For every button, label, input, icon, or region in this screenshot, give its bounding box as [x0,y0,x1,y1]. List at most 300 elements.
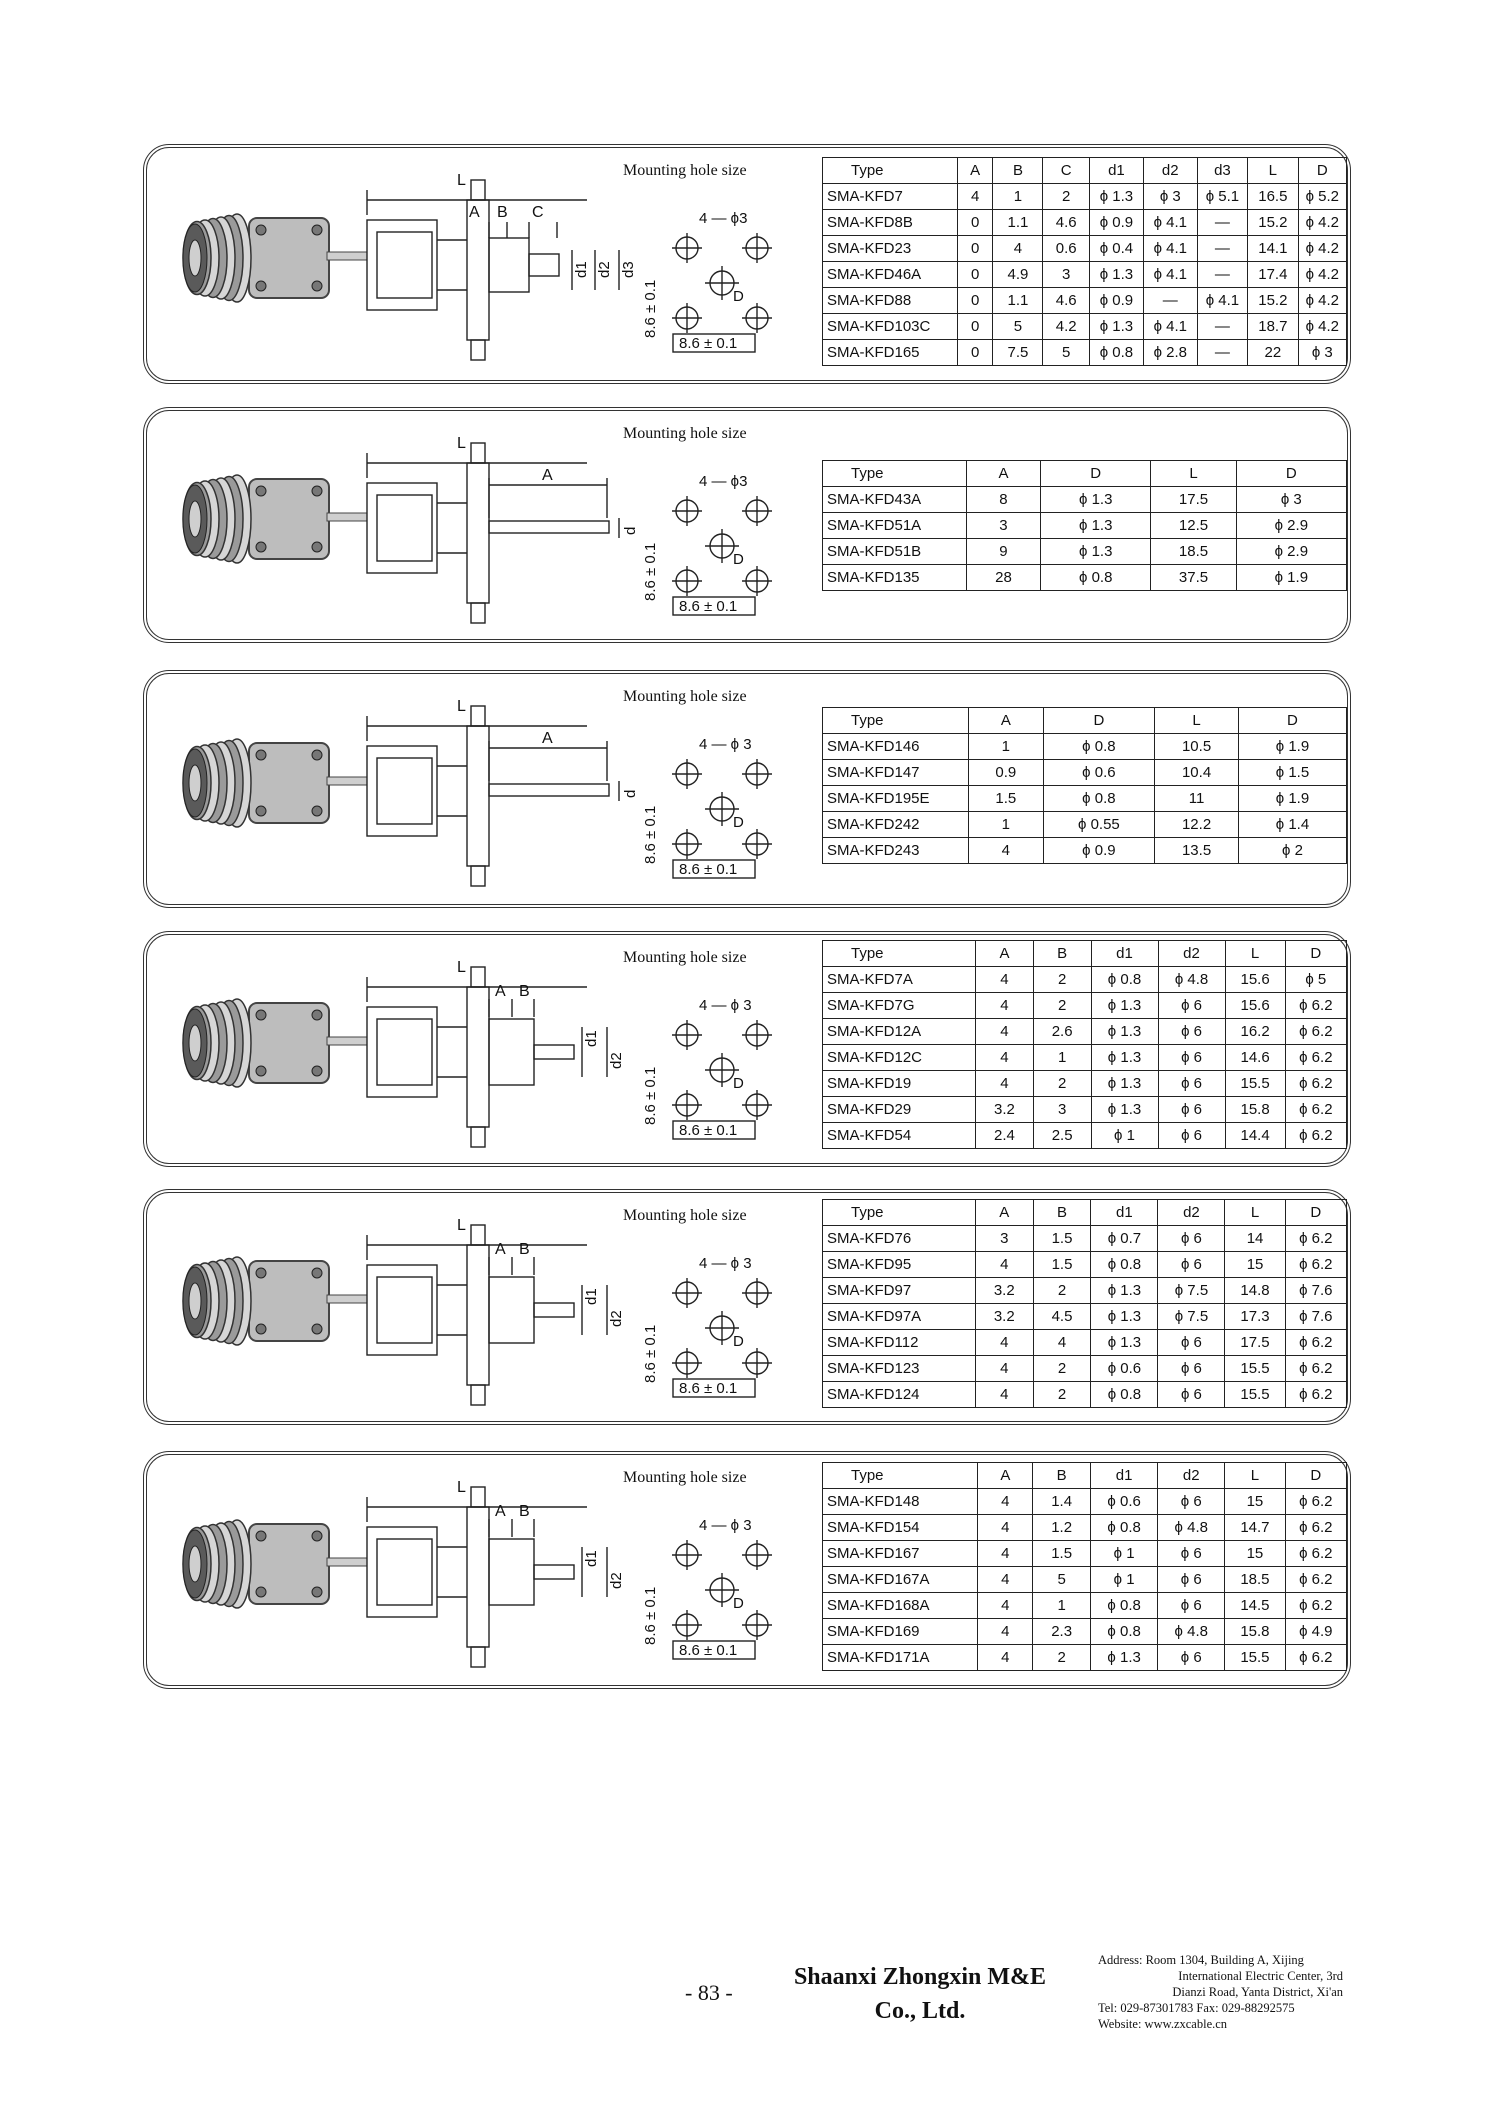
table-cell: 4 [969,838,1043,864]
table-cell: SMA-KFD88 [823,288,958,314]
table-cell: ϕ 2.8 [1143,340,1197,366]
table-cell: ϕ 6 [1158,1071,1225,1097]
connector-photo [177,459,377,589]
product-panel [143,931,1351,1167]
table-cell: — [1197,210,1247,236]
table-cell: 3.2 [975,1278,1033,1304]
table-header-row [823,1200,1347,1226]
column-header: d1 [1091,941,1158,967]
table-cell: 15 [1225,1489,1285,1515]
column-header: A [978,1463,1033,1489]
product-panel [143,407,1351,643]
table-cell: 15 [1225,1541,1285,1567]
svg-text:d1: d1 [573,261,590,278]
table-cell: 4 [1033,1330,1091,1356]
table-cell: 12.5 [1151,513,1236,539]
table-cell: 0 [957,210,993,236]
table-cell: 1.5 [1033,1252,1091,1278]
table-cell: 10.5 [1155,734,1239,760]
column-header: A [969,708,1043,734]
column-header: D [1236,461,1346,487]
table-cell: 4.2 [1043,314,1090,340]
table-cell: 16.5 [1248,184,1298,210]
table-cell: 2 [1033,1356,1091,1382]
svg-text:D: D [733,814,744,831]
dimension-drawing [357,1467,657,1677]
table-cell: 1.2 [1033,1515,1091,1541]
connector-photo [177,1504,377,1634]
column-header: d1 [1091,1463,1158,1489]
table-cell: ϕ 0.4 [1089,236,1143,262]
table-cell: ϕ 6.2 [1285,1226,1346,1252]
product-panel [143,1451,1351,1689]
connector-photo-shape [183,999,367,1087]
table-cell: SMA-KFD97A [823,1304,976,1330]
table-row [823,1278,1347,1304]
table-cell: 0.6 [1043,236,1090,262]
mounting-holes-diagram [642,198,787,358]
table-cell: ϕ 6 [1158,1382,1225,1408]
table-row [823,539,1347,565]
table-cell: 0 [957,262,993,288]
table-row [823,1515,1347,1541]
svg-text:4 — ϕ3: 4 — ϕ3 [699,210,748,227]
table-cell: ϕ 3 [1236,487,1346,513]
table-cell: ϕ 4.1 [1197,288,1247,314]
table-cell: 3 [975,1226,1033,1252]
table-row [823,967,1347,993]
table-cell: ϕ 1.9 [1238,786,1346,812]
table-cell: 5 [993,314,1043,340]
table-cell: ϕ 6 [1158,993,1225,1019]
svg-text:8.6 ± 0.1: 8.6 ± 0.1 [679,861,738,878]
table-cell: ϕ 1.9 [1238,734,1346,760]
connector-photo-shape [183,1257,367,1345]
mounting-holes-diagram [642,724,787,884]
table-cell: ϕ 1.3 [1089,314,1143,340]
mounting-hole-size-label: Mounting hole size [623,425,747,442]
table-cell: 4 [976,993,1034,1019]
column-header: B [1033,1200,1091,1226]
table-cell: ϕ 1.5 [1238,760,1346,786]
table-cell: ϕ 6.2 [1285,1330,1346,1356]
table-cell: ϕ 0.9 [1089,288,1143,314]
table-cell: ϕ 1.3 [1091,1097,1158,1123]
table-row [823,1097,1347,1123]
table-cell: ϕ 6 [1158,1019,1225,1045]
table-cell: ϕ 7.6 [1285,1304,1346,1330]
table-cell: SMA-KFD76 [823,1226,976,1252]
table-cell: 17.5 [1225,1330,1285,1356]
table-cell: 0 [957,288,993,314]
table-cell: SMA-KFD97 [823,1278,976,1304]
company-address: Address: Room 1304, Building A, Xijing International Electric Center, 3rd Dianzi Road, Yanta District, Xi'an Tel: 029-87301783 Fax: 029-88292575 Website: www.zxcable.cn [1098,1953,1343,2031]
svg-text:D: D [733,1075,744,1092]
table-cell: 4 [975,1356,1033,1382]
table-cell: ϕ 4.1 [1143,314,1197,340]
table-cell: SMA-KFD46A [823,262,958,288]
table-cell: 0 [957,236,993,262]
table-cell: ϕ 4.2 [1298,314,1346,340]
dimension-drawing [357,947,657,1157]
table-cell: SMA-KFD103C [823,314,958,340]
table-cell: ϕ 0.8 [1091,1593,1158,1619]
table-cell: SMA-KFD243 [823,838,969,864]
column-header: L [1225,1200,1285,1226]
column-header: B [1033,1463,1091,1489]
table-cell: ϕ 4.2 [1298,288,1346,314]
spec-table [822,1462,1347,1671]
svg-text:B: B [519,1503,530,1520]
column-header: Type [823,158,958,184]
table-cell: ϕ 6.2 [1285,1019,1346,1045]
table-cell: ϕ 4.1 [1143,262,1197,288]
table-cell: ϕ 1.3 [1091,993,1158,1019]
table-cell: ϕ 6.2 [1285,1382,1346,1408]
table-cell: 4 [957,184,993,210]
table-cell: SMA-KFD12A [823,1019,976,1045]
table-cell: 5 [1033,1567,1091,1593]
table-cell: 4 [975,1330,1033,1356]
table-cell: SMA-KFD195E [823,786,969,812]
table-cell: 4 [975,1252,1033,1278]
table-cell: 14 [1225,1226,1285,1252]
svg-text:A: A [469,204,480,221]
table-cell: — [1197,340,1247,366]
table-cell: ϕ 0.8 [1091,1515,1158,1541]
table-cell: 14.5 [1225,1593,1285,1619]
connector-photo-shape [183,1520,367,1608]
connector-photo-shape [183,214,367,302]
table-cell: 17.3 [1225,1304,1285,1330]
table-cell: ϕ 1.4 [1238,812,1346,838]
product-panel [143,144,1351,384]
table-cell: 4 [978,1645,1033,1671]
table-cell: 2 [1033,1071,1091,1097]
table-cell: 2 [1033,967,1091,993]
table-row [823,1226,1347,1252]
column-header: D [1041,461,1151,487]
table-cell: ϕ 1.3 [1041,487,1151,513]
table-cell: 2 [1033,1645,1091,1671]
table-cell: 4 [978,1567,1033,1593]
table-cell: 4 [978,1489,1033,1515]
table-cell: SMA-KFD165 [823,340,958,366]
table-cell: 7.5 [993,340,1043,366]
table-row [823,1489,1347,1515]
table-cell: ϕ 0.7 [1091,1226,1158,1252]
table-cell: ϕ 6 [1158,1097,1225,1123]
spec-table [822,1199,1347,1408]
mounting-hole-size-label: Mounting hole size [623,1469,747,1486]
table-row [823,236,1347,262]
table-cell: 15 [1225,1252,1285,1278]
column-header: L [1155,708,1239,734]
table-cell: SMA-KFD51A [823,513,967,539]
table-cell: — [1197,236,1247,262]
column-header: D [1285,1463,1346,1489]
table-cell: 14.1 [1248,236,1298,262]
svg-text:d1: d1 [583,1288,600,1305]
table-cell: ϕ 6 [1158,1593,1225,1619]
dimension-drawing-shape [367,967,607,1147]
table-cell: SMA-KFD242 [823,812,969,838]
column-header: d2 [1158,1463,1225,1489]
table-cell: ϕ 0.8 [1089,340,1143,366]
table-cell: 4.6 [1043,288,1090,314]
table-cell: ϕ 4.8 [1158,967,1225,993]
product-panel [143,1189,1351,1425]
svg-text:B: B [519,983,530,1000]
table-cell: ϕ 0.9 [1043,838,1155,864]
svg-text:8.6 ± 0.1: 8.6 ± 0.1 [642,1324,659,1383]
table-cell: ϕ 4.2 [1298,210,1346,236]
svg-text:D: D [733,551,744,568]
column-header: d2 [1158,1200,1225,1226]
product-panel [143,670,1351,908]
table-cell: ϕ 6.2 [1285,1045,1346,1071]
svg-text:4 — ϕ3: 4 — ϕ3 [699,473,748,490]
connector-photo-shape [183,475,367,563]
connector-photo [177,723,377,853]
svg-text:d: d [622,526,639,535]
table-row [823,1019,1347,1045]
table-cell: 4 [976,1019,1034,1045]
mounting-holes-diagram [642,1243,787,1403]
table-cell: ϕ 6 [1158,1567,1225,1593]
table-cell: SMA-KFD43A [823,487,967,513]
table-cell: — [1197,262,1247,288]
column-header: L [1225,941,1285,967]
table-row [823,184,1347,210]
table-cell: 15.8 [1225,1097,1285,1123]
spec-table [822,460,1347,591]
svg-text:B: B [497,204,508,221]
table-cell: ϕ 1.3 [1091,1045,1158,1071]
table-cell: 37.5 [1151,565,1236,591]
table-cell: ϕ 6.2 [1285,993,1346,1019]
mounting-hole-size-label: Mounting hole size [623,162,747,179]
table-cell: ϕ 6 [1158,1123,1225,1149]
mounting-holes-diagram [642,461,787,621]
table-cell: 14.8 [1225,1278,1285,1304]
table-cell: 16.2 [1225,1019,1285,1045]
table-cell: SMA-KFD147 [823,760,969,786]
table-cell: SMA-KFD148 [823,1489,978,1515]
svg-text:4 — ϕ 3: 4 — ϕ 3 [699,1255,752,1272]
table-cell: 2.4 [976,1123,1034,1149]
table-cell: SMA-KFD154 [823,1515,978,1541]
svg-text:L: L [457,698,466,715]
table-header-row [823,708,1347,734]
table-row [823,1330,1347,1356]
column-header: A [976,941,1034,967]
table-cell: ϕ 6 [1158,1356,1225,1382]
table-cell: ϕ 6.2 [1285,1252,1346,1278]
table-cell: ϕ 4.1 [1143,210,1197,236]
table-cell: ϕ 6.2 [1285,1071,1346,1097]
svg-text:d2: d2 [608,1572,625,1589]
table-cell: SMA-KFD167A [823,1567,978,1593]
table-cell: 1.1 [993,288,1043,314]
table-cell: ϕ 0.55 [1043,812,1155,838]
column-header: A [975,1200,1033,1226]
table-cell: 2.6 [1033,1019,1091,1045]
table-cell: ϕ 1.9 [1236,565,1346,591]
table-cell: ϕ 4.9 [1285,1619,1346,1645]
column-header: A [966,461,1040,487]
table-row [823,1619,1347,1645]
table-cell: ϕ 0.8 [1091,1252,1158,1278]
table-row [823,1541,1347,1567]
table-cell: 5 [1043,340,1090,366]
table-cell: ϕ 0.8 [1091,1382,1158,1408]
table-cell: ϕ 0.8 [1043,734,1155,760]
table-cell: 22 [1248,340,1298,366]
svg-text:B: B [519,1241,530,1258]
page-number: - 83 - [685,1980,733,2005]
svg-text:d1: d1 [583,1030,600,1047]
column-header: B [1033,941,1091,967]
table-cell: ϕ 4.8 [1158,1515,1225,1541]
svg-text:4 — ϕ 3: 4 — ϕ 3 [699,1517,752,1534]
svg-text:8.6 ± 0.1: 8.6 ± 0.1 [679,1642,738,1659]
table-cell: ϕ 2.9 [1236,539,1346,565]
table-cell: SMA-KFD29 [823,1097,976,1123]
table-cell: 18.5 [1225,1567,1285,1593]
table-cell: 15.2 [1248,210,1298,236]
dimension-drawing [357,1205,657,1415]
table-cell: 1 [1033,1045,1091,1071]
table-cell: 2 [1043,184,1090,210]
dimension-drawing-shape [367,443,619,623]
svg-text:4 — ϕ 3: 4 — ϕ 3 [699,997,752,1014]
dimension-drawing-shape [367,1225,607,1405]
table-cell: ϕ 1.3 [1091,1645,1158,1671]
table-row [823,1645,1347,1671]
table-cell: ϕ 7.5 [1158,1278,1225,1304]
table-cell: ϕ 0.6 [1091,1489,1158,1515]
table-header-row [823,941,1347,967]
column-header: d1 [1089,158,1143,184]
column-header: D [1238,708,1346,734]
svg-text:8.6 ± 0.1: 8.6 ± 0.1 [642,279,659,338]
table-cell: SMA-KFD135 [823,565,967,591]
connector-photo [177,198,377,328]
table-cell: 0 [957,314,993,340]
table-cell: 4 [976,1071,1034,1097]
mounting-holes-diagram [642,1505,787,1665]
table-cell: 3 [1033,1097,1091,1123]
table-cell: SMA-KFD168A [823,1593,978,1619]
table-cell: SMA-KFD169 [823,1619,978,1645]
table-cell: 18.5 [1151,539,1236,565]
table-cell: 1.4 [1033,1489,1091,1515]
column-header: D [1043,708,1155,734]
table-row [823,1045,1347,1071]
column-header: C [1043,158,1090,184]
svg-text:8.6 ± 0.1: 8.6 ± 0.1 [679,1380,738,1397]
table-row [823,1123,1347,1149]
table-row [823,1304,1347,1330]
table-cell: 1.1 [993,210,1043,236]
column-header: d2 [1143,158,1197,184]
svg-text:d3: d3 [620,261,637,278]
table-cell: 4 [978,1619,1033,1645]
table-cell: 4 [978,1541,1033,1567]
svg-text:d2: d2 [608,1310,625,1327]
table-cell: ϕ 1.3 [1091,1304,1158,1330]
column-header: D [1298,158,1346,184]
table-row [823,812,1347,838]
table-cell: SMA-KFD7A [823,967,976,993]
svg-text:8.6 ± 0.1: 8.6 ± 0.1 [679,598,738,615]
table-cell: SMA-KFD7 [823,184,958,210]
table-cell: ϕ 6.2 [1285,1645,1346,1671]
table-cell: ϕ 6.2 [1285,1593,1346,1619]
table-cell: SMA-KFD8B [823,210,958,236]
table-cell: 15.5 [1225,1356,1285,1382]
table-row [823,838,1347,864]
table-cell: 3 [1043,262,1090,288]
table-cell: 4.5 [1033,1304,1091,1330]
table-cell: ϕ 4.2 [1298,262,1346,288]
svg-text:A: A [495,1241,506,1258]
table-cell: 0.9 [969,760,1043,786]
table-header-row [823,158,1347,184]
svg-text:d: d [622,789,639,798]
column-header: Type [823,461,967,487]
dimension-drawing [357,423,657,633]
dimension-drawing-shape [367,706,619,886]
dimension-drawing-shape [367,1487,607,1667]
table-cell: — [1143,288,1197,314]
table-cell: ϕ 6.2 [1285,1489,1346,1515]
table-cell: ϕ 1 [1091,1567,1158,1593]
table-cell: ϕ 1.3 [1091,1019,1158,1045]
svg-text:4 — ϕ 3: 4 — ϕ 3 [699,736,752,753]
table-cell: SMA-KFD12C [823,1045,976,1071]
connector-photo-shape [183,739,367,827]
table-row [823,487,1347,513]
table-header-row [823,1463,1347,1489]
column-header: L [1248,158,1298,184]
column-header: Type [823,1463,978,1489]
table-row [823,1382,1347,1408]
table-cell: ϕ 6 [1158,1045,1225,1071]
table-cell: ϕ 3 [1143,184,1197,210]
table-cell: 1 [969,812,1043,838]
column-header: Type [823,941,976,967]
table-row [823,993,1347,1019]
table-cell: ϕ 0.9 [1089,210,1143,236]
table-cell: 3.2 [975,1304,1033,1330]
table-cell: SMA-KFD7G [823,993,976,1019]
table-cell: 4 [978,1515,1033,1541]
table-row [823,513,1347,539]
table-cell: ϕ 4.2 [1298,236,1346,262]
spec-table [822,707,1347,864]
table-cell: 4 [976,967,1034,993]
table-cell: 15.5 [1225,1645,1285,1671]
svg-text:d2: d2 [608,1052,625,1069]
svg-text:8.6 ± 0.1: 8.6 ± 0.1 [679,1122,738,1139]
table-cell: ϕ 6 [1158,1252,1225,1278]
table-row [823,340,1347,366]
svg-text:L: L [457,435,466,452]
table-cell: 13.5 [1155,838,1239,864]
svg-text:A: A [495,1503,506,1520]
